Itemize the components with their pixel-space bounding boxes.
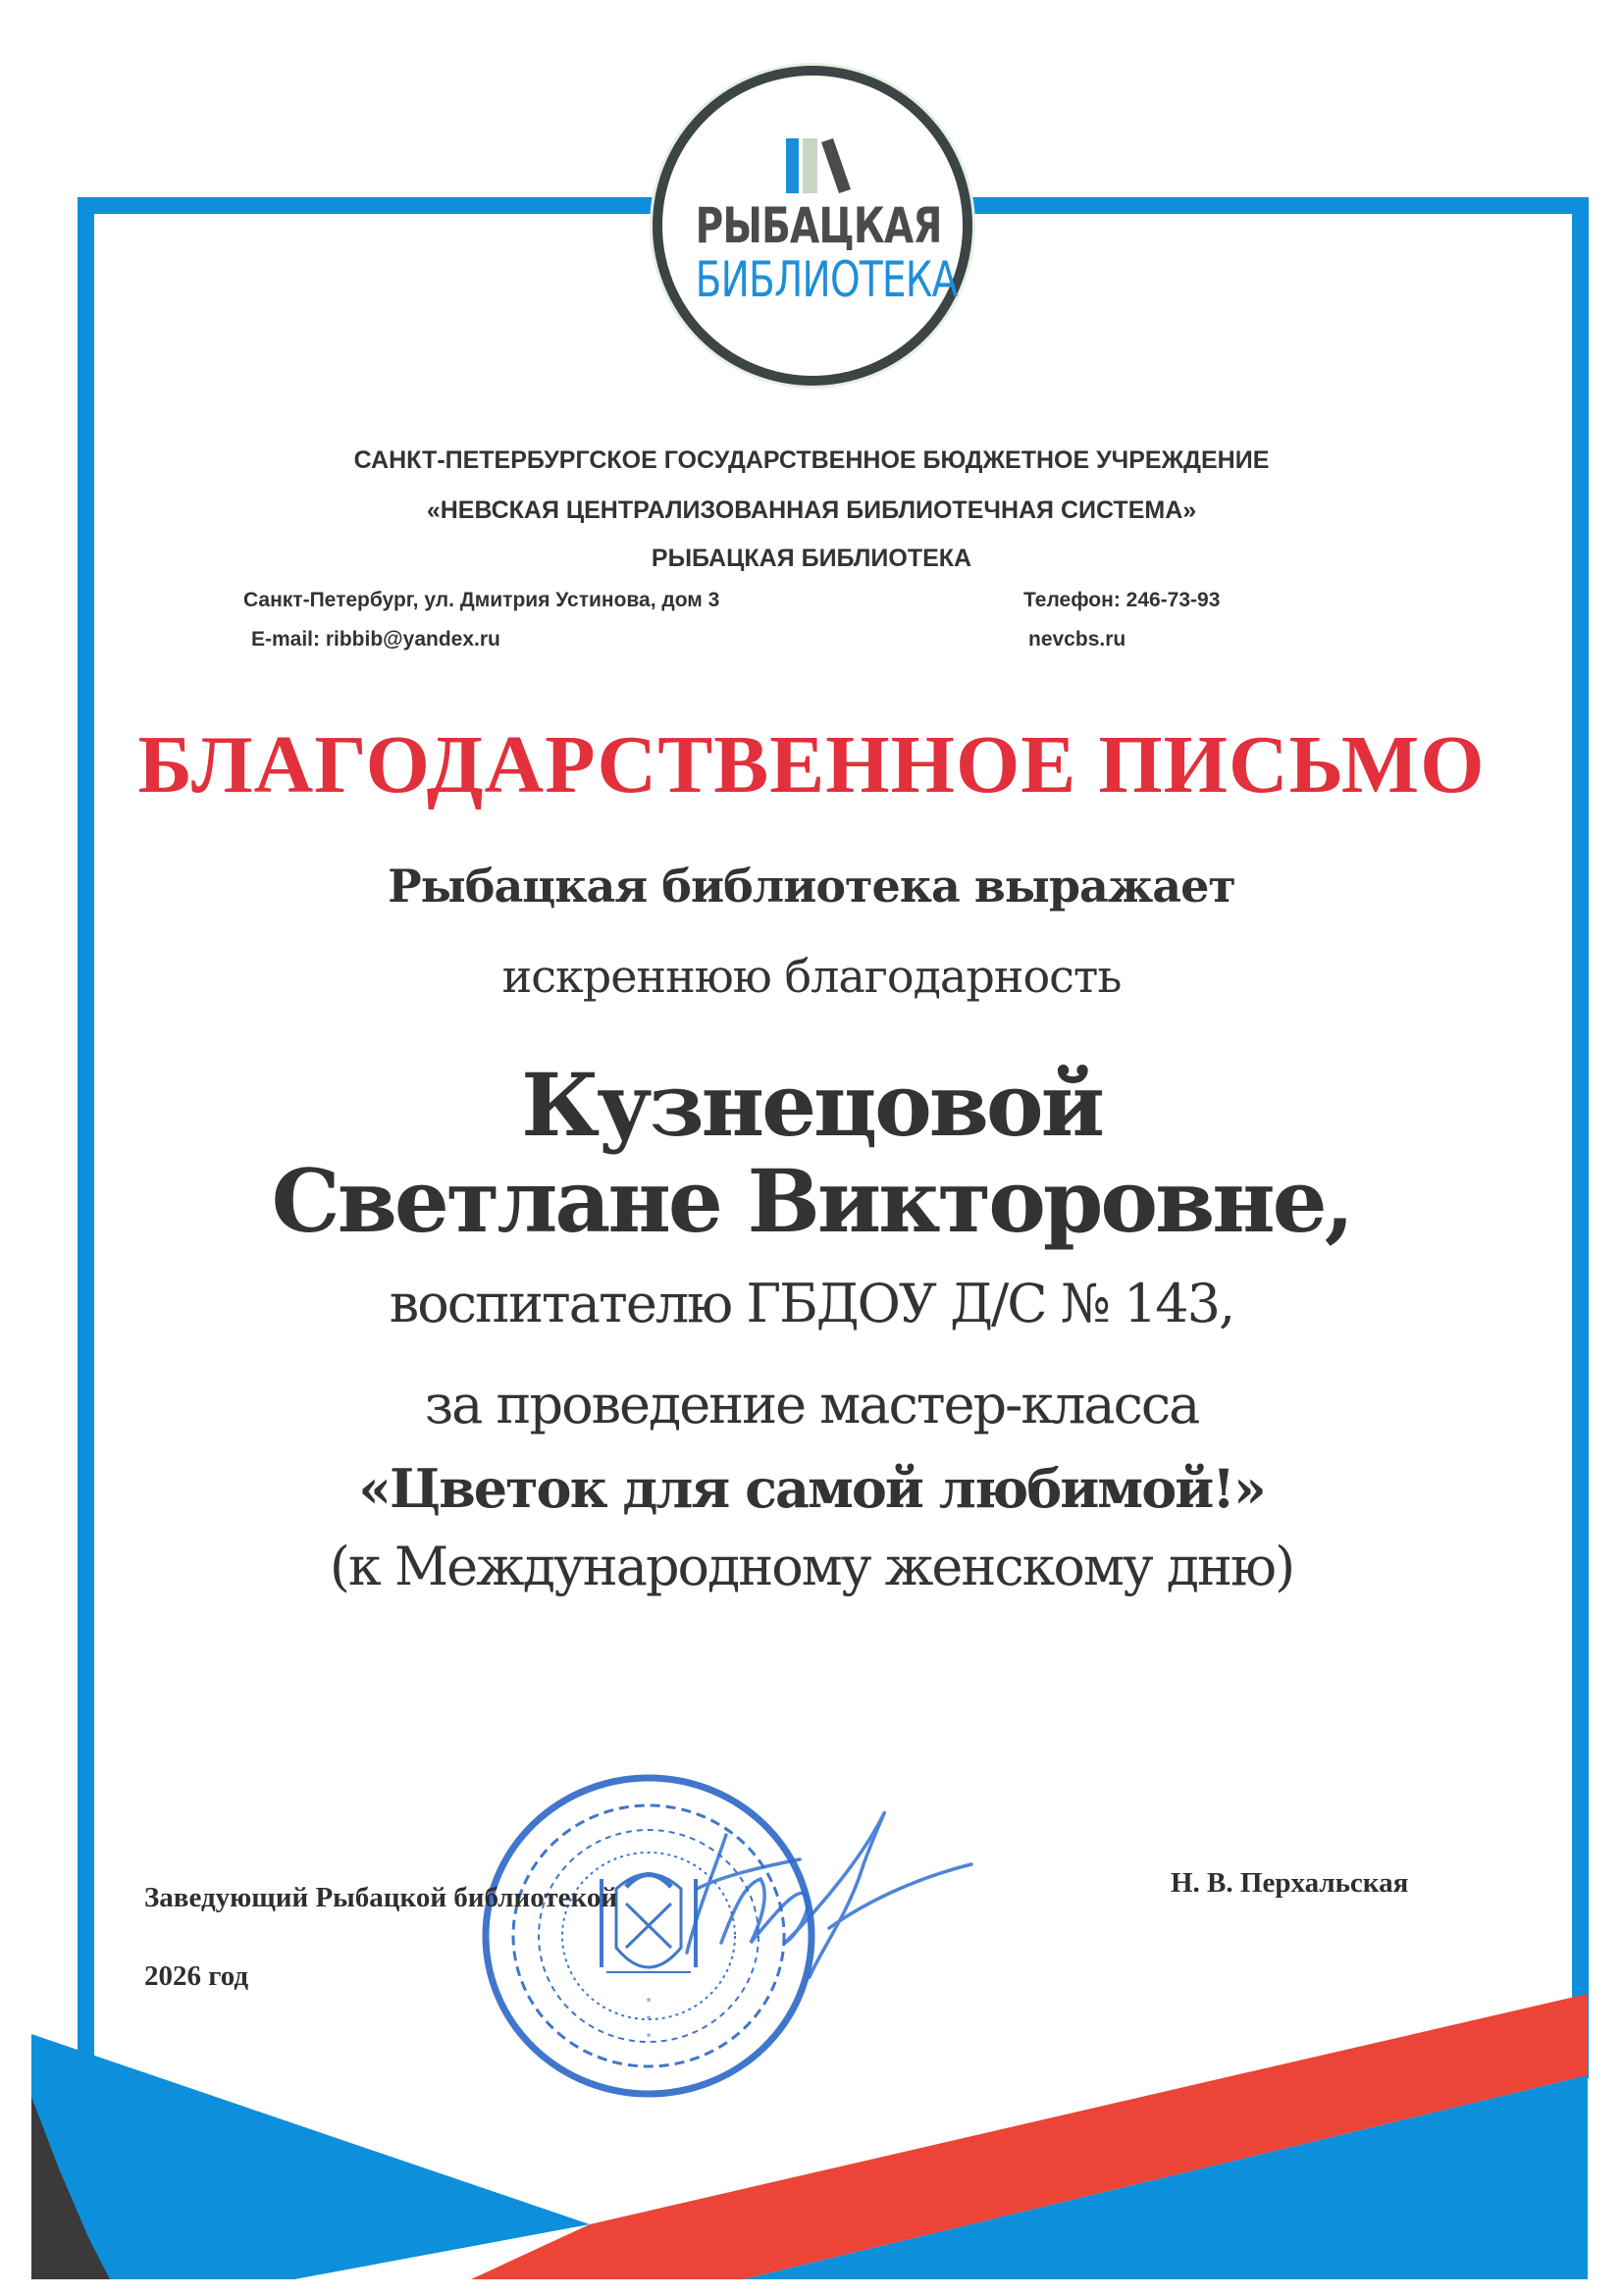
year: 2026 год [144, 1960, 249, 1992]
recipient-name: Светлане Викторовне, [271, 1150, 1352, 1252]
recipient-position: воспитателю ГБДОУ Д/С № 143, [389, 1273, 1234, 1334]
event-name: «Цветок для самой любимой!» [358, 1457, 1265, 1520]
books-icon [786, 136, 855, 197]
signatory-role: Заведующий Рыбацкой библиотекой [144, 1882, 618, 1913]
reason-text: за проведение мастер-класса [424, 1374, 1199, 1435]
library-logo [653, 66, 972, 386]
svg-text:*: * [646, 2014, 652, 2025]
recipient-surname: Кузнецовой [521, 1054, 1102, 1156]
website: nevcbs.ru [1028, 628, 1126, 651]
document-title: БЛАГОДАРСТВЕННОЕ ПИСЬМО [137, 719, 1486, 810]
signatory-name: Н. В. Перхальская [1171, 1867, 1409, 1899]
occasion-text: (к Международному женскому дню) [329, 1536, 1294, 1597]
svg-text:*: * [646, 1997, 652, 2008]
email: E-mail: ribbib@yandex.ru [251, 628, 500, 651]
handwritten-signature-icon [628, 1796, 981, 2021]
intro-line2: искреннюю благодарность [501, 950, 1122, 1003]
logo-text-line2: БИБЛИОТЕКА [695, 251, 958, 308]
svg-text:*: * [646, 2032, 652, 2043]
phone: Телефон: 246-73-93 [1023, 589, 1221, 611]
org-name-line2: «НЕВСКАЯ ЦЕНТРАЛИЗОВАННАЯ БИБЛИОТЕЧНАЯ СИСТЕМА» [426, 496, 1197, 524]
logo-text-line1: РЫБАЦКАЯ [695, 197, 942, 254]
intro-line1: Рыбацкая библиотека выражает [388, 860, 1235, 913]
org-name-line1: САНКТ-ПЕТЕРБУРГСКОЕ ГОСУДАРСТВЕННОЕ БЮДЖЕТНОЕ УЧРЕЖДЕНИЕ [353, 446, 1270, 474]
address: Санкт-Петербург, ул. Дмитрия Устинова, дом 3 [243, 589, 720, 611]
org-name-line3: РЫБАЦКАЯ БИБЛИОТЕКА [651, 545, 972, 572]
